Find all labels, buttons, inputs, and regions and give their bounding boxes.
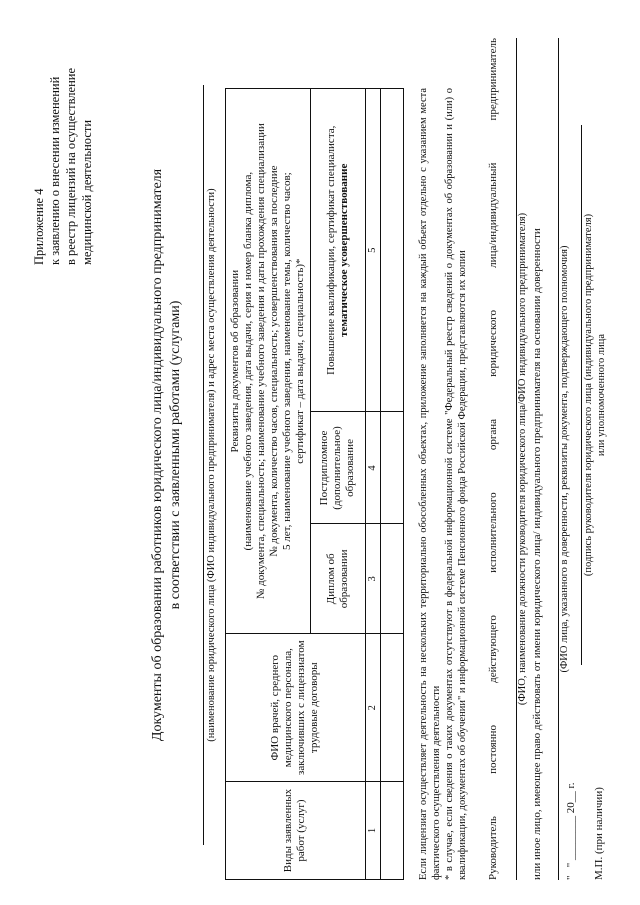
title-line: в соответствии с заявленными работами (услугами) bbox=[167, 300, 183, 610]
head-word: предприниматель bbox=[487, 38, 499, 121]
table-number-row bbox=[365, 89, 380, 880]
group-header-line: № документа, количество часов, специальность; усовершенствования за последние bbox=[267, 165, 280, 557]
title-line: Документы об образовании работников юридического лица/индивидуального предпринимателя bbox=[150, 168, 165, 742]
header-document-details bbox=[226, 89, 311, 634]
column-number: 3 bbox=[365, 524, 380, 634]
column-number: 1 bbox=[365, 782, 380, 880]
organization-name-line bbox=[203, 85, 219, 845]
qualification-text: Повышение квалификации, сертификат специалиста, bbox=[324, 125, 337, 375]
header-work-types: Виды заявленных работ (услуг) bbox=[226, 782, 366, 880]
head-caption: (ФИО, наименование должности руководителя юридического лица/ФИО индивидуального предпринимателя) bbox=[517, 212, 529, 706]
head-block bbox=[487, 38, 530, 880]
table-header-row bbox=[226, 89, 311, 880]
head-word: органа bbox=[487, 418, 499, 451]
rotated-document bbox=[25, 25, 610, 885]
head-title-line bbox=[487, 38, 500, 880]
header-diploma: Диплом об образовании bbox=[310, 524, 365, 634]
group-header-line: 5 лет, наименование учебного заведения, наименование темы, количество часов; bbox=[280, 172, 293, 550]
head-word: Руководитель bbox=[487, 816, 499, 880]
table-cell[interactable] bbox=[381, 634, 404, 782]
organization-name-caption: (наименование юридического лица (ФИО индивидуального предпринимателя) и адрес места осуществления деятельности) bbox=[206, 188, 217, 742]
qualification-bold-text: тематическое усовершенствование bbox=[337, 163, 350, 337]
header-staff-names: ФИО врачей, среднего медицинского персонала, заключивших с лицензиатом трудовые договоры bbox=[226, 634, 366, 782]
group-header-line: (наименование учебного заведения, дата выдачи, серия и номер бланка диплома, bbox=[241, 171, 254, 551]
table-cell[interactable] bbox=[381, 782, 404, 880]
header-postgraduate: Постдипломное (дополнительное) образование bbox=[310, 412, 365, 524]
appendix-line: к заявлению о внесении изменений bbox=[48, 76, 62, 265]
signature-caption-line: (подпись руководителя юридического лица (индивидуального предпринимателя) bbox=[583, 213, 594, 577]
head-word: исполнительного bbox=[487, 492, 499, 573]
header-qualification bbox=[310, 89, 365, 412]
stamp-label: М.П. (при наличии) bbox=[593, 787, 605, 880]
authorized-person-caption: (ФИО лица, указанного в доверенности, реквизиты документа, подтверждающего полномочия) bbox=[559, 245, 571, 673]
appendix-number: Приложение 4 bbox=[32, 188, 46, 265]
appendix-block bbox=[31, 35, 95, 265]
table-cell[interactable] bbox=[381, 524, 404, 634]
notes-block bbox=[418, 88, 470, 880]
head-word: лица/индивидуальный bbox=[487, 162, 499, 268]
note-copies: * в случае, если сведения о таких документах отсутствуют в федеральной информационной системе "Федеральный реестр сведений о документах об образовании и (или) о квалификации, документах об обучении" и информационной системе Пенсионного фонда Российской Федерации, представляются их копии bbox=[444, 88, 468, 880]
appendix-line: медицинской деятельности bbox=[80, 119, 94, 265]
column-number: 5 bbox=[365, 89, 380, 412]
table-cell[interactable] bbox=[381, 412, 404, 524]
group-header-line: Реквизиты документов об образовании bbox=[229, 269, 241, 453]
head-word: действующего bbox=[487, 615, 499, 683]
document-title bbox=[149, 25, 184, 885]
authorized-person-block bbox=[531, 38, 572, 880]
column-number: 4 bbox=[365, 412, 380, 524]
group-header-line: № документа, специальность; наименование учебного заведения и даты прохождения специализации bbox=[254, 123, 267, 600]
authorized-person-text: или иное лицо, имеющее право действовать от имени юридического лица/ индивидуального предпринимателя на основании доверенности bbox=[531, 228, 543, 880]
head-word: юридического bbox=[487, 310, 499, 377]
table-row bbox=[381, 89, 404, 880]
group-header-line: сертификат – дата выдачи, специальность)* bbox=[293, 258, 306, 464]
signature-line[interactable] bbox=[581, 125, 582, 665]
appendix-line: в реестр лицензий на осуществление bbox=[64, 67, 78, 265]
note-multiple-sites: Если лицензиат осуществляет деятельность на нескольких территориально обособленных объектах, приложение заполняется на каждый объект отдельно с указанием места фактического осуществления деятельности bbox=[418, 88, 442, 880]
head-word: постоянно bbox=[487, 725, 499, 774]
signature-caption bbox=[583, 125, 608, 665]
signature-caption-line: или уполномоченного лица bbox=[595, 333, 607, 457]
column-number: 2 bbox=[365, 634, 380, 782]
education-documents-table bbox=[225, 88, 404, 880]
date-field[interactable]: " " ________ 20__ г. bbox=[565, 782, 577, 880]
table-cell[interactable] bbox=[381, 89, 404, 412]
